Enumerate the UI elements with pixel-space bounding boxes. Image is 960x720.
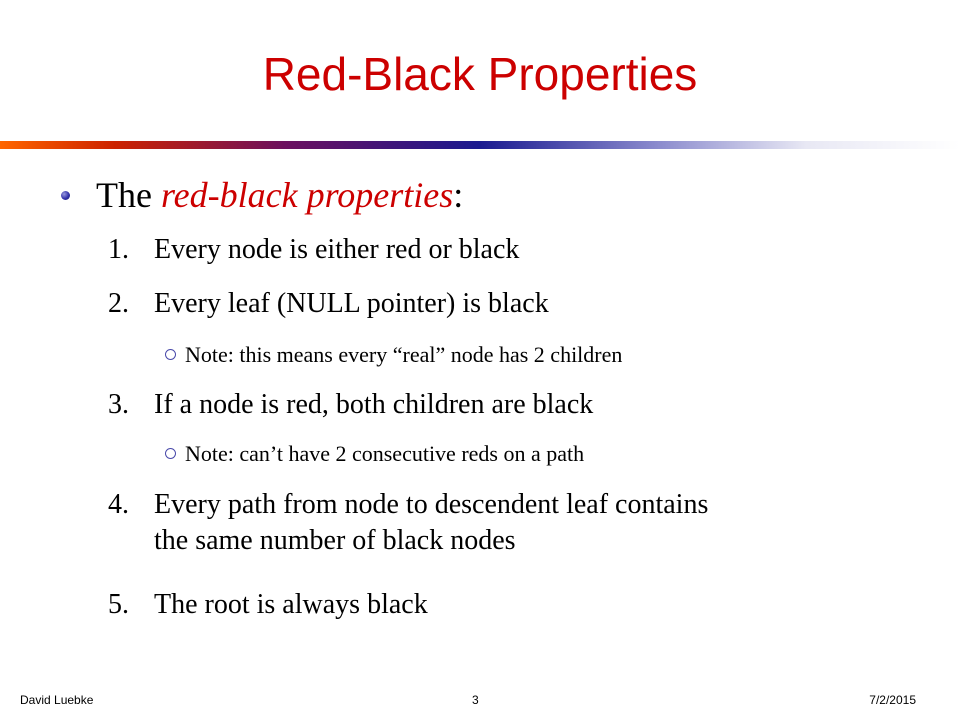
note-item-1	[165, 341, 622, 369]
property-item-5	[108, 587, 428, 623]
property-text: Every leaf (NULL pointer) is black	[154, 288, 549, 319]
property-item-1	[108, 232, 519, 268]
property-item-3	[108, 387, 593, 423]
property-text-block	[154, 487, 708, 559]
property-text: If a node is red, both children are black	[154, 389, 594, 420]
note-text: Note: this means every “real” node has 2 children	[185, 342, 623, 367]
slide-title: Red-Black Properties	[262, 48, 698, 100]
lead-suffix: :	[453, 175, 464, 215]
property-item-4	[108, 487, 708, 559]
property-number: 3.	[108, 389, 129, 420]
footer-page-number: 3	[472, 693, 479, 707]
hollow-circle-bullet-icon	[165, 349, 176, 360]
property-item-2	[108, 286, 549, 322]
lead-bullet-text	[96, 173, 463, 217]
property-number: 4.	[108, 489, 129, 520]
filled-circle-bullet-icon	[61, 191, 70, 200]
lead-emphasis: red-black properties	[160, 175, 454, 215]
note-item-2	[165, 440, 584, 468]
property-text-line-2: the same number of black nodes	[154, 525, 516, 556]
note-text: Note: can’t have 2 consecutive reds on a path	[185, 441, 585, 466]
title-divider	[0, 141, 960, 149]
hollow-circle-bullet-icon	[165, 448, 176, 459]
property-number: 2.	[108, 288, 129, 319]
lead-prefix: The	[96, 175, 161, 215]
property-text: Every node is either red or black	[154, 234, 520, 265]
footer-author: David Luebke	[20, 693, 94, 707]
property-text: The root is always black	[154, 589, 428, 620]
property-number: 1.	[108, 234, 129, 265]
property-number: 5.	[108, 589, 129, 620]
property-text-line-1: Every path from node to descendent leaf contains	[154, 489, 709, 520]
footer-date: 7/2/2015	[869, 693, 916, 707]
